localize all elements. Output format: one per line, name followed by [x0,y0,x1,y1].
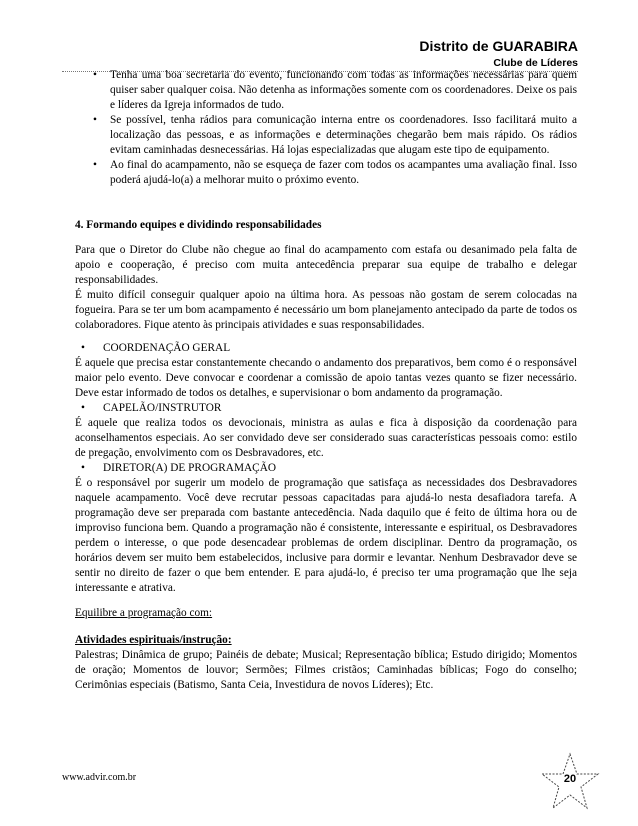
role-chaplain-text: É aquele que realiza todos os devocionais, ministra as aulas e fica à disposição da coordenação para aconselhamentos especiais. Ao ser convidado deve ser considerado suas características pessoais como: estilo de pregação, envolvimento com os Desbravadores, etc. [75,417,577,459]
activities-heading: Atividades espirituais/instrução: [75,634,232,646]
list-item-text: Se possível, tenha rádios para comunicação interna entre os coordenadores. Isso facilitará muito a localização das pessoas, e as informações e determinações chegarão bem mais rápido. Os rádios evitam caminhadas desnecessárias. Há lojas especializadas que alugam este tipo de equipamento. [110,114,577,156]
intro-paragraph: Para que o Diretor do Clube não chegue ao final do acampamento com estafa ou desanimado pela falta de apoio e cooperação, é preciso com muita antecedência preparar sua equipe de trabalho e delegar responsabilidades. [75,244,577,286]
role-program-text: É o responsável por sugerir um modelo de programação que satisfaça as necessidades dos Desbravadores naquele acampamento. Você deve recrutar pessoas capacitadas para ajudá-lo nesta desafiadora tarefa. A programação deve ser preparada com bastante antecedência. Nada daquilo que é feito de última hora ou de improviso funciona bem. Quando a programação não é consistente, interessante e espiritual, os Desbravadores perdem o interesse, o que pode desencadear problemas de ordem disciplinar. Dentro da programação, os horários devem ser muito bem estabelecidos, inclusive para dormir e levantar. Nenhum Desbravador deve se sentir no direito de fazer o que bem entender. E para ajudá-lo, é preciso ter uma programação que lhe seja interessante e atrativa. [75,477,577,594]
bullet-icon: • [93,159,97,171]
page-header [419,38,578,70]
list-item [75,158,577,188]
page-content [75,68,577,693]
list-item-text: Tenha uma boa secretaria do evento, funcionando com todas as informações necessárias para quem quiser saber qualquer coisa. Não detenha as informações somente com os coordenadores. Deixe os pais e líderes da Igreja informados de tudo. [110,69,577,111]
role-program-label: • DIRETOR(A) DE PROGRAMAÇÃO [81,462,277,474]
bullet-icon: • [81,402,85,414]
header-title: Distrito de GUARABIRA [419,38,578,54]
bullet-icon: • [93,114,97,126]
role-coordination-label: • COORDENAÇÃO GERAL [81,342,231,354]
balance-heading: Equilibre a programação com: [75,607,213,619]
section-heading: 4. Formando equipes e dividindo responsabilidades [75,219,322,231]
list-item [75,113,577,158]
role-coordination-text: É aquele que precisa estar constantemente checando o andamento dos preparativos, bem como é o responsável maior pelo evento. Deve convocar e coordenar a comissão de apoio tantas vezes quanto se fizer necessário. Deve estar informado de todos os detalhes, e supervisionar o bom andamento da programação. [75,357,577,399]
top-bullet-list [75,68,577,188]
page-number: 20 [563,773,577,785]
list-item [75,68,577,113]
footer-url: www.advir.com.br [62,772,137,783]
role-chaplain-label: • CAPELÃO/INSTRUTOR [81,402,222,414]
bullet-icon: • [81,342,85,354]
intro-paragraph: É muito difícil conseguir qualquer apoio na última hora. As pessoas não gostam de serem colocadas na fogueira. Para se ter um bom acampamento é necessário um bom planejamento antecipado da parte de todos os colaboradores. Fique atento às principais atividades e suas responsabilidades. [75,289,577,331]
activities-text: Palestras; Dinâmica de grupo; Painéis de debate; Musical; Representação bíblica; Estudo dirigido; Momentos de oração; Momentos de louvor; Sermões; Filmes cristãos; Caminhadas bíblicas; Fogo do conselho; Cerimônias especiais (Batismo, Santa Ceia, Investidura de novos Líderes); Etc. [75,649,577,691]
list-item-text: Ao final do acampamento, não se esqueça de fazer com todos os acampantes uma avaliação final. Isso poderá ajudá-lo(a) a melhorar muito o próximo evento. [110,159,577,186]
bullet-icon: • [93,69,97,81]
bullet-icon: • [81,462,85,474]
header-subtitle: Clube de Líderes [493,57,578,69]
